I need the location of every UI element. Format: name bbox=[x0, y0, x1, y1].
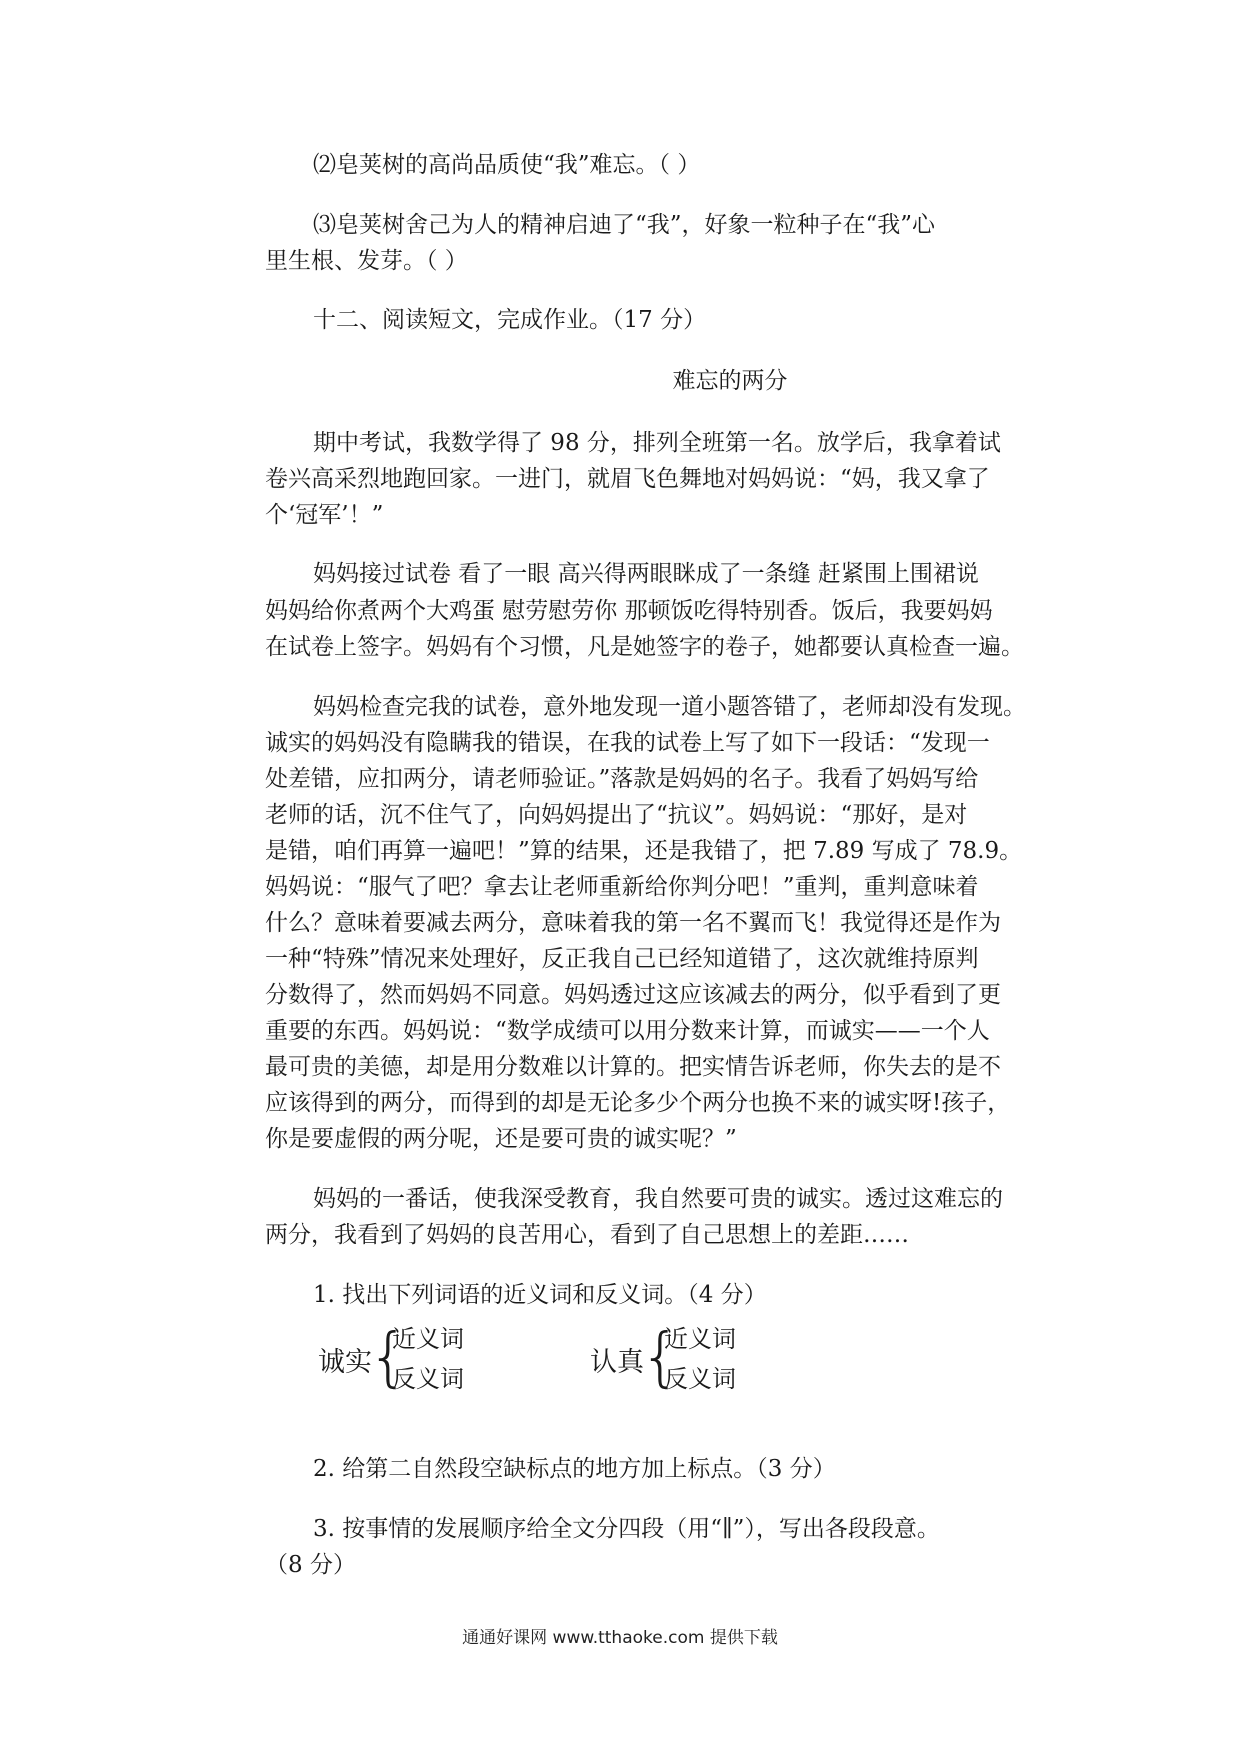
task-1: 1. 找出下列词语的近义词和反义词。（4 分） bbox=[313, 1282, 767, 1308]
task-2: 2. 给第二自然段空缺标点的地方加上标点。（3 分） bbox=[313, 1456, 836, 1482]
p2-line-1: 妈妈接过试卷 看了一眼 高兴得两眼眯成了一条缝 赶紧围上围裙说 bbox=[313, 561, 979, 587]
question-2: ⑵皂荚树的高尚品质使“我”难忘。（ ） bbox=[313, 152, 701, 178]
brace-icon: { bbox=[640, 1321, 681, 1395]
p3-line-9: 分数得了，然而妈妈不同意。妈妈透过这应该减去的两分，似乎看到了更 bbox=[265, 982, 1001, 1008]
p3-line-10: 重要的东西。妈妈说：“数学成绩可以用分数来计算，而诚实——一个人 bbox=[265, 1018, 990, 1044]
p3-line-8: 一种“特殊”情况来处理好，反正我自己已经知道错了，这次就维持原判 bbox=[265, 946, 979, 972]
word-group-serious bbox=[590, 1318, 750, 1408]
word-label: 认真 bbox=[590, 1347, 644, 1378]
synonym-label: 近义词 bbox=[392, 1325, 464, 1353]
p3-line-13: 你是要虚假的两分呢，还是要可贵的诚实呢？” bbox=[265, 1126, 737, 1152]
p1-line-1: 期中考试，我数学得了 98 分，排列全班第一名。放学后，我拿着试 bbox=[313, 430, 1001, 456]
p4-line-2: 两分，我看到了妈妈的良苦用心，看到了自己思想上的差距…… bbox=[265, 1222, 909, 1248]
p3-line-12: 应该得到的两分，而得到的却是无论多少个两分也换不来的诚实呀!孩子， bbox=[265, 1090, 1011, 1116]
p3-line-6: 妈妈说：“服气了吧？拿去让老师重新给你判分吧！”重判，重判意味着 bbox=[265, 874, 979, 900]
antonym-label: 反义词 bbox=[664, 1365, 736, 1393]
question-3-line-1: ⑶皂荚树舍己为人的精神启迪了“我”，好象一粒种子在“我”心 bbox=[313, 212, 936, 238]
section-heading: 十二、阅读短文，完成作业。（17 分） bbox=[313, 307, 707, 333]
p3-line-7: 什么？意味着要减去两分，意味着我的第一名不翼而飞！我觉得还是作为 bbox=[265, 910, 1001, 936]
task-3-line-2: （8 分） bbox=[265, 1552, 356, 1578]
p3-line-5: 是错，咱们再算一遍吧！”算的结果，还是我错了，把 7.89 写成了 78.9。 bbox=[265, 838, 1023, 864]
task-3-line-1: 3. 按事情的发展顺序给全文分四段（用“∥”），写出各段段意。 bbox=[313, 1516, 940, 1542]
synonym-label: 近义词 bbox=[664, 1325, 736, 1353]
p2-line-3: 在试卷上签字。妈妈有个习惯，凡是她签字的卷子，她都要认真检查一遍。 bbox=[265, 634, 1024, 660]
p3-line-3: 处差错，应扣两分，请老师验证。”落款是妈妈的名子。我看了妈妈写给 bbox=[265, 766, 979, 792]
passage-title: 难忘的两分 bbox=[672, 368, 788, 394]
antonym-label: 反义词 bbox=[392, 1365, 464, 1393]
page-footer: 通通好课网 www.tthaoke.com 提供下载 bbox=[462, 1628, 778, 1648]
p3-line-1: 妈妈检查完我的试卷，意外地发现一道小题答错了，老师却没有发现。 bbox=[313, 694, 1026, 720]
p1-line-2: 卷兴高采烈地跑回家。一进门，就眉飞色舞地对妈妈说：“妈，我又拿了 bbox=[265, 466, 990, 492]
p3-line-2: 诚实的妈妈没有隐瞒我的错误，在我的试卷上写了如下一段话：“发现一 bbox=[265, 730, 990, 756]
p3-line-11: 最可贵的美德，却是用分数难以计算的。把实情告诉老师，你失去的是不 bbox=[265, 1054, 1001, 1080]
p4-line-1: 妈妈的一番话，使我深受教育，我自然要可贵的诚实。透过这难忘的 bbox=[313, 1186, 1003, 1212]
word-label: 诚实 bbox=[318, 1347, 372, 1378]
word-group-honest bbox=[318, 1318, 478, 1408]
brace-icon: { bbox=[368, 1321, 409, 1395]
question-3-line-2: 里生根、发芽。（ ） bbox=[265, 248, 468, 274]
p1-line-3: 个‘冠军’！” bbox=[265, 502, 384, 528]
p2-line-2: 妈妈给你煮两个大鸡蛋 慰劳慰劳你 那顿饭吃得特别香。饭后，我要妈妈 bbox=[265, 598, 993, 624]
p3-line-4: 老师的话，沉不住气了，向妈妈提出了“抗议”。妈妈说：“那好，是对 bbox=[265, 802, 968, 828]
